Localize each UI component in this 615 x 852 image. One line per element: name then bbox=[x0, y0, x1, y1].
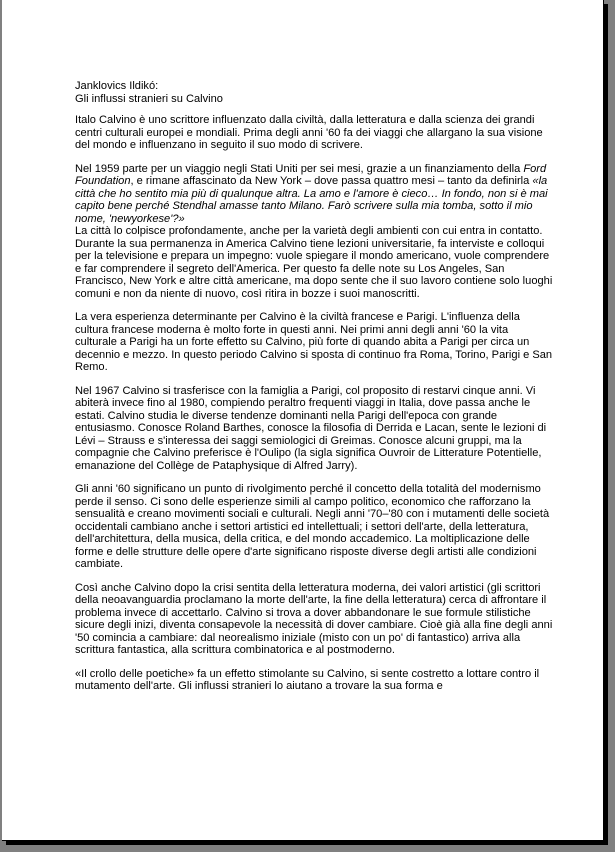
paragraph-2 bbox=[75, 163, 553, 226]
ford-foundation-text: Ford Foundation bbox=[75, 162, 547, 187]
paragraph-7: Così anche Calvino dopo la crisi sentita della letteratura moderna, dei valori artistici (gli scrittori della neoavanguardia proclamano la morte dell'arte, la fine della letteratura) cerca di affrontare il problema invece di accettarlo. Calvino si trova a dover abbandonare le sue formule stilistiche sicure degli inizi, diventa consapevole la necessità di dover cambiare. Cioè già alla fine degli anni '50 comincia a cambiare: dal neorealismo iniziale (misto con un po' di fantastico) arriva alla scrittura fantastica, alla scrittura combinatorica e al postmoderno. bbox=[75, 581, 553, 656]
document-body bbox=[75, 80, 553, 693]
paragraph-1: Italo Calvino è uno scrittore influenzato dalla civiltà, dalla letteratura e dalla scienza dei grandi centri culturali europei e mondiali. Prima degli anni '60 fa dei viaggi che allargano la sua visione del mondo e influenzano in seguito il suo modo di scrivere. bbox=[75, 114, 543, 151]
paragraph-2-text-b: , e rimane affascinato da New York – dove passa quattro mesi – tanto da definirla bbox=[130, 175, 533, 187]
author-line: Janklovics Ildikó: bbox=[75, 80, 159, 92]
paragraph-2-text-a: Nel 1959 parte per un viaggio negli Stati Uniti per sei mesi, grazie a un finanziamento della bbox=[75, 162, 524, 175]
page-shadow-right bbox=[604, 4, 608, 844]
paragraph-6: Gli anni '60 significano un punto di rivolgimento perché il concetto della totalità del modernismo perde il senso. Ci sono delle esperienze simili al campo politico, economico che rafforzano la sensualità e creano movimenti sociali e culturali. Negli anni '70–'80 con i mutamenti delle società occidentali cambiano anche i settori artistici ed intellettuali; i settori dell'arte, della letteratura, dell'architettura, della musica, della critica, e del mondo accademico. La moltiplicazione delle forme e delle strutture delle opere d'arte significano risposte diverse degli artisti alle condizioni cambiate. bbox=[75, 483, 550, 570]
page-shadow-bottom bbox=[6, 841, 608, 845]
document-title: Gli influssi stranieri su Calvino bbox=[75, 92, 223, 105]
paragraph-4: La vera esperienza determinante per Calvino è la civiltà francese e Parigi. L'influenza della cultura francese moderna è molto forte in questi anni. Nei primi anni degli anni '60 la vita culturale a Parigi ha un forte effetto su Calvino, più forte di quando abita a Parigi per circa un decennio e mezzo. In questo periodo Calvino si sposta di continuo fra Roma, Torino, Parigi e San Remo. bbox=[75, 311, 553, 373]
document-page bbox=[2, 0, 604, 841]
paragraph-8: «Il crollo delle poetiche» fa un effetto stimolante su Calvino, si sente costretto a lottare contro il mutamento dell'arte. Gli influssi stranieri lo aiutano a trovare la sua forma e bbox=[75, 667, 540, 692]
document-heading bbox=[75, 80, 553, 105]
paragraph-3: La città lo colpisce profondamente, anche per la varietà degli ambienti con cui entra in contatto. Durante la sua permanenza in America Calvino tiene lezioni universitarie, fa interviste e colloqui per la televisione e prepara un impegno: vuole spiegare il mondo americano, vuole comprendere e far comprendere il segreto dell'America. Per questo fa delle note su Los Angeles, San Francisco, New York e altre città americane, ma dopo sente che il suo lavoro contiene solo luoghi comuni e non da niente di nuovo, così ritira in bozze i suoi manoscritti. bbox=[75, 225, 553, 300]
calvino-quote: «la città che ho sentito mia più di qualunque altra. La amo e l'amore è cieco… In fondo, non si è mai capito bene perché Stendhal amasse tanto Milano. Farò scrivere sulla mia tomba, sotto il mio nome, 'newyorkese'?» bbox=[75, 175, 548, 225]
paragraph-5: Nel 1967 Calvino si trasferisce con la famiglia a Parigi, col proposito di restarvi cinque anni. Vi abiterà invece fino al 1980, compiendo peraltro frequenti viaggi in Italia, dove passa anche le estati. Calvino studia le diverse tendenze dominanti nella Parigi dell'epoca con grande entusiasmo. Conosce Roland Barthes, conosce la filosofia di Derrida e Lacan, sente le lezioni di Lévi – Strauss e s'interessa dei saggi semiologici di Greimas. Conosce alcuni gruppi, ma la compagnie che Calvino preferisce è l'Oulipo (la sigla significa Ouvroir de Litterature Potentielle, emanazione del Collège de Pataphysique di Alfred Jarry). bbox=[75, 384, 547, 472]
